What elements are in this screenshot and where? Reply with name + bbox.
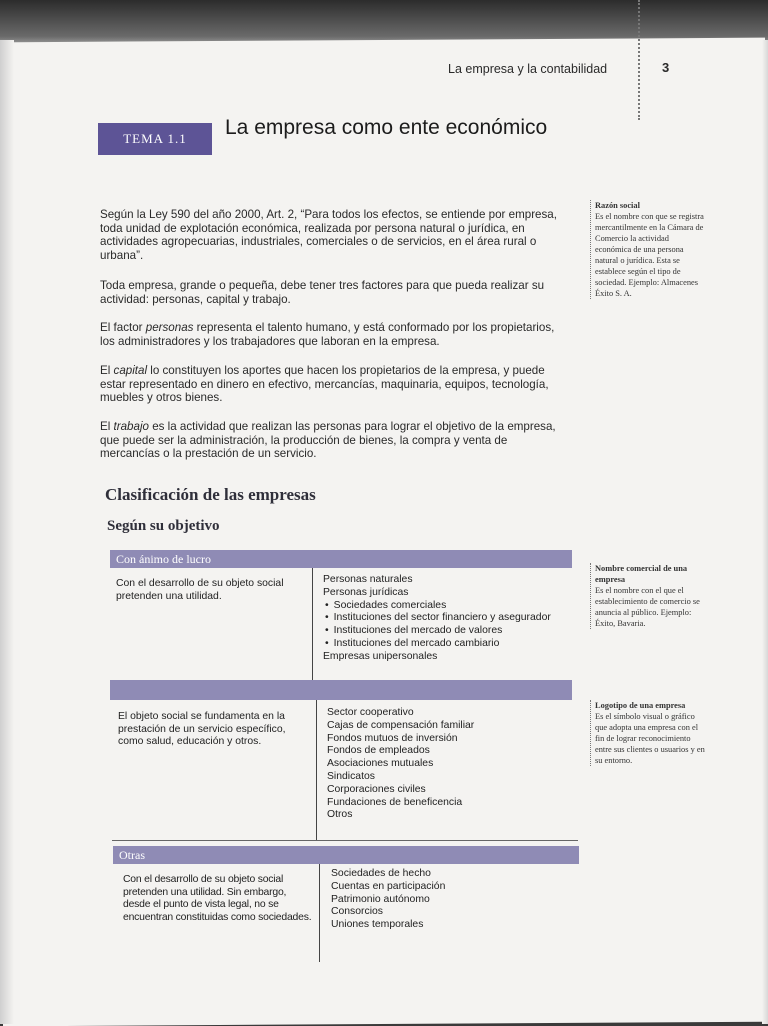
table-band-sin-lucro [110,680,572,700]
group2-items [327,707,577,822]
group3-divider [319,864,320,962]
group3-list-item: Cuentas en participación [331,880,446,892]
page-binding-edge [0,40,14,1024]
paragraph-definition: Según la Ley 590 del año 2000, Art. 2, “Para todos los efectos, se entiende por empresa, toda unidad de explotación económica, realizada por persona natural o jurídica, en actividades agropecuarias, industriales, comerciales o de servicios, en el área rural o urbana”. [100,208,557,262]
group2-list-item: Sector cooperativo [327,707,414,718]
section-title: Clasificación de las empresas [105,485,316,504]
group3-list-item: Consorcios [331,906,383,918]
sidebar-logotipo-text: Es el símbolo visual o gráfico que adopta una empresa con el fin de lograr reconocimiento entre sus clientes o usuarios y en su entorno. [595,712,705,765]
sidebar-nombre-title: Nombre comercial de una empresa [595,564,688,584]
group3-items [331,868,571,932]
sidebar-nombre-text: Es el nombre con el que el establecimiento de comercio se anuncia al público. Ejemplo: Éxito, Bavaria. [595,586,700,628]
group1-description: Con el desarrollo de su objeto social pretenden una utilidad. [116,578,284,602]
group2-list-item: Corporaciones civiles [327,783,426,795]
group1-list-item: • Instituciones del mercado de valores [323,625,578,638]
group2-list-item: Fondos de empleados [327,745,430,757]
group3-list-item: Sociedades de hecho [331,868,431,879]
paragraph-capital: El capital lo constituyen los aportes que hacen los propietarios de la empresa, y puede estar representado en dinero en efectivo, mercancías, maquinaria, equipos, tecnología, muebles y otros bienes. [100,364,549,404]
sidebar-razon-title: Razón social [595,201,640,210]
group1-list-item: • Sociedades comerciales [323,600,578,613]
group3-description: Con el desarrollo de su objeto social pretenden una utilidad. Sin embargo, desde el punto de vista legal, no se encuentran constituidas como sociedades. [123,874,312,923]
group2-list-item: Fundaciones de beneficencia [327,796,463,808]
sidebar-nombre-comercial [590,563,707,629]
sidebar-logotipo-title: Logotipo de una empresa [595,701,686,710]
tema-label: TEMA 1.1 [98,123,212,155]
group2-list-item: Otros [327,809,353,821]
group2-list-item: Asociaciones mutuales [327,758,434,770]
term-trabajo: trabajo [113,420,149,433]
page-number: 3 [662,60,670,75]
group1-divider [312,568,313,684]
group2-bottom-rule [112,840,578,841]
group1-list-item: • Instituciones del mercado cambiario [323,638,578,651]
page-right-shadow [762,40,768,1024]
table-band-otras: Otras [113,846,579,864]
group2-divider [316,700,317,840]
running-title: La empresa y la contabilidad [448,62,608,76]
sidebar-razon-text: Es el nombre con que se registra mercantilmente en la Cámara de Comercio la actividad económica de una persona natural o jurídica. Esta se establece según el tipo de sociedad. Ejemplo: Almacenes Éxito S. A. [595,212,704,298]
paragraph-trabajo: El trabajo es la actividad que realizan las personas para lograr el objetivo de la empresa, que puede ser la administración, la producción de bienes, la compra y venta de mercancías o la prestación de un servicio. [100,420,556,460]
group1-list-item: Personas jurídicas [323,586,409,598]
term-capital: capital [113,364,148,377]
group2-description: El objeto social se fundamenta en la prestación de un servicio específico, como salud, educación y otros. [118,711,286,747]
paragraph-personas: El factor personas representa el talento humano, y está conformado por los propietarios, los administradores y los trabajadores que laboran en la empresa. [100,321,555,348]
table-band-lucro: Con ánimo de lucro [110,550,572,568]
group1-items [323,574,578,664]
group1-list-item: • Instituciones del sector financiero y asegurador [323,612,578,625]
group2-list-item: Fondos mutuos de inversión [327,732,458,744]
group3-list-item: Uniones temporales [331,919,424,931]
section-subtitle: Según su objetivo [107,518,220,534]
tema-title: La empresa como ente económico [225,116,548,139]
group2-list-item: Sindicatos [327,770,375,782]
group1-list-item: Empresas unipersonales [323,650,438,662]
group1-list-item: Personas naturales [323,574,413,585]
sidebar-razon-social [590,200,707,299]
group3-list-item: Patrimonio autónomo [331,893,430,905]
margin-dotted-rule [638,0,640,120]
group2-list-item: Cajas de compensación familiar [327,719,475,731]
term-personas: personas [145,321,194,334]
paragraph-factors: Toda empresa, grande o pequeña, debe tener tres factores para que pueda realizar su actividad: personas, capital y trabajo. [100,279,545,306]
sidebar-logotipo [590,700,707,766]
